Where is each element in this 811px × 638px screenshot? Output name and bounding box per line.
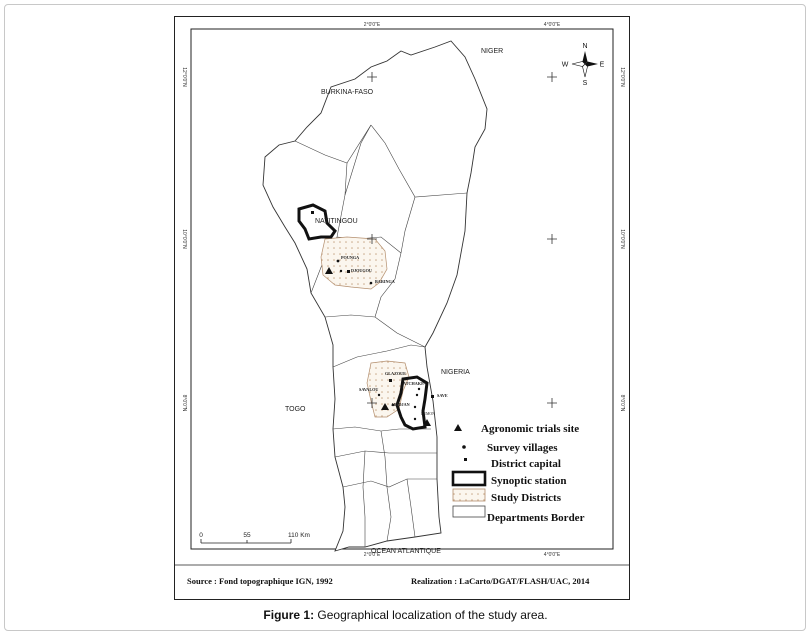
place-label-kemon: KEMON [421, 412, 435, 416]
caption-label: Figure 1: [263, 608, 315, 622]
map-source: Source : Fond topographique IGN, 1992 [187, 576, 333, 586]
country-label-ocean: OCEAN ATLANTIQUE [371, 548, 441, 555]
legend-trials: Agronomic trials site [481, 423, 580, 435]
grid-right-label: 10°0'0"N [619, 229, 625, 249]
grid-top-label: 4°0'0"E [543, 22, 561, 28]
place-label-savalou: SAVALOU [359, 387, 379, 392]
survey-village-marker [414, 406, 416, 408]
survey-village-marker [418, 388, 420, 390]
survey-village-marker [340, 270, 342, 272]
place-label-pouanga: POUNGA [341, 255, 360, 260]
district-capital-marker [311, 211, 314, 214]
country-label-togo: TOGO [285, 406, 306, 413]
place-label-djougou: DJOUGOU [351, 268, 372, 273]
place-label-glazoue: GLAZOUE [385, 371, 406, 376]
map-svg [175, 17, 629, 599]
legend [453, 423, 585, 524]
survey-village-marker [378, 394, 380, 396]
place-label-natitingou: NATITINGOU [315, 218, 358, 225]
legend-villages: Survey villages [487, 442, 558, 454]
map-frame [174, 16, 630, 600]
survey-village-marker [337, 260, 340, 263]
legend-border: Departments Border [487, 512, 585, 524]
survey-village-marker [416, 394, 418, 396]
grid-bottom-label: 4°0'0"E [543, 552, 561, 558]
caption-text: Geographical localization of the study area. [314, 608, 548, 622]
place-label-save: SAVE [437, 393, 448, 398]
survey-village-marker [414, 418, 416, 420]
legend-districts: Study Districts [491, 492, 561, 504]
district-capital-marker [347, 270, 350, 273]
country-label-nigeria: NIGERIA [441, 369, 470, 376]
grid-right-label: 8°0'0"N [619, 394, 625, 412]
legend-village-symbol [462, 445, 466, 449]
compass-e: E [599, 61, 605, 69]
country-label-burkina: BURKINA-FASO [321, 89, 374, 96]
legend-districts-symbol [453, 489, 485, 501]
map-realization: Realization : LaCarto/DGAT/FLASH/UAC, 2014 [411, 576, 590, 586]
legend-capital-symbol [464, 458, 467, 461]
survey-village-marker [370, 282, 373, 285]
grid-left-label: 12°0'0"N [181, 67, 187, 87]
legend-synoptic-symbol [453, 472, 485, 485]
place-label-barienga: BARINGA [375, 279, 395, 284]
grid-right-label: 12°0'0"N [619, 67, 625, 87]
grid-top-label: 2°0'0"E [363, 22, 381, 28]
grid-left-label: 10°0'0"N [181, 229, 187, 249]
place-label-abidjan: ABIDJAN [391, 402, 410, 407]
legend-trial-symbol [454, 424, 462, 431]
country-label-niger: NIGER [481, 48, 504, 55]
district-capital-marker [389, 379, 392, 382]
scale-label-110: 110 Km [288, 532, 310, 539]
compass-rose [562, 43, 605, 87]
figure-caption [0, 608, 811, 622]
scale-label-55: 55 [243, 532, 251, 539]
scale-bar [199, 532, 310, 543]
place-label-atchakpa: ATCHAKPA [403, 381, 427, 386]
legend-synoptic: Synoptic station [491, 475, 567, 487]
grid-bottom-label: 2°0'0"E [363, 552, 381, 558]
district-capital-marker [431, 395, 434, 398]
legend-border-symbol [453, 506, 485, 517]
grid-left-label: 8°0'0"N [181, 394, 187, 412]
scale-label-0: 0 [199, 532, 203, 539]
compass-n: N [582, 43, 588, 50]
legend-capital: District capital [491, 458, 561, 470]
compass-w: W [561, 61, 569, 69]
compass-s: S [582, 80, 588, 87]
